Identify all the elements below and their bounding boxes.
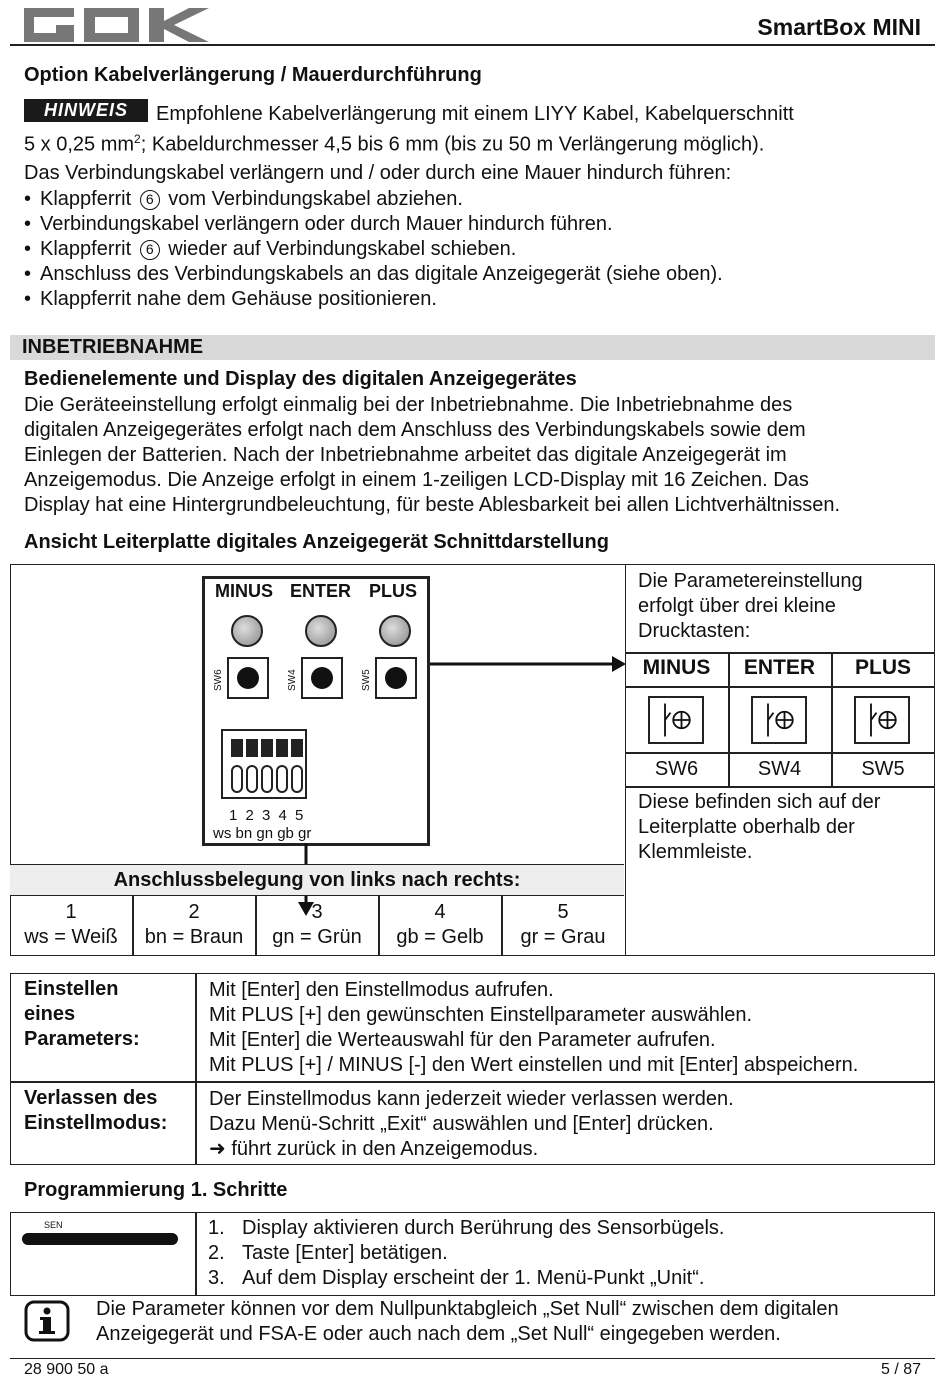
section-title: INBETRIEBNAHME	[10, 335, 935, 360]
list-item: 3. Auf dem Display erscheint der 1. Menü-Punkt „Unit“.	[208, 1267, 705, 1289]
settings-label-exit: Verlassen des Einstellmodus:	[24, 1087, 168, 1134]
settings-desc-set: Mit [Enter] den Einstellmodus aufrufen. Mit PLUS [+] den gewünschten Einstellparameter auswählen. Mit [Enter] die Werteauswahl für den Parameter aufrufen. Mit PLUS [+] / MINUS [-] den Wert einstellen und mit [Enter] abspeichern.	[209, 979, 859, 1076]
programming-steps	[208, 1216, 725, 1291]
page-number: 5 / 87	[880, 1361, 921, 1378]
pin-cell: 4 gb = Gelb	[396, 901, 484, 948]
pcb-sw4-label: SW4	[287, 669, 298, 691]
pcb-label-plus: PLUS	[369, 581, 418, 601]
note-line-1: Empfohlene Kabelverlängerung mit einem LIYY Kabel, Kabelquerschnitt	[156, 103, 794, 125]
list-item: 1. Display aktivieren durch Berührung des Sensorbügels.	[208, 1217, 725, 1239]
arrow-right-icon	[612, 656, 626, 672]
list-item: • Klappferrit nahe dem Gehäuse positionieren.	[24, 287, 723, 312]
note-line-2: 5 x 0,25 $mm^2$; Kabeldurchmesser 4,5 bis 6 mm (bis zu 50 m Verlängerung möglich).	[24, 132, 765, 156]
list-item: 2. Taste [Enter] betätigen.	[208, 1242, 448, 1264]
doc-number: 28 900 50 a	[24, 1361, 109, 1378]
switch-symbol-icon	[854, 696, 910, 744]
list-item: • Verbindungskabel verlängern oder durch Mauer hindurch führen.	[24, 212, 723, 237]
pcb-label-minus: MINUS	[215, 581, 273, 601]
buttons-note: Diese befinden sich auf der Leiterplatte oberhalb der Klemmleiste.	[638, 791, 881, 863]
switch-symbol-icon	[751, 696, 807, 744]
buttons-intro: Die Parametereinstellung erfolgt über drei kleine Drucktasten:	[638, 570, 863, 642]
section-paragraph: Die Geräteeinstellung erfolgt einmalig bei der Inbetriebnahme. Die Inbetriebnahme des digitalen Anzeigegerätes erfolgt nach dem Anschluss des Verbindungskabels sowie dem Einlegen der Batterien. Nach der Inbetriebnahme arbeitet das digitale Anzeigegerät im Anzeigemodus. Die Anzeige erfolgt in einem 1-zeiligen LCD-Display mit 16 Zeichen. Das Display hat eine Hintergrundbeleuchtung, für beste Ablesbarkeit bei allen Lichtverhältnissen.	[24, 394, 841, 516]
ref-number-6: 6	[140, 190, 160, 210]
list-item: • Klappferrit 6 wieder auf Verbindungskabel schieben.	[24, 237, 723, 262]
terminal-codes: ws bn gn gb gr	[213, 825, 312, 842]
pcb-sw5-label: SW5	[361, 669, 372, 691]
pcb-sw6-label: SW6	[213, 669, 224, 691]
terminal-numbers: 1 2 3 4 5	[229, 807, 306, 824]
list-item: • Anschluss des Verbindungskabels an das digitale Anzeigegerät (siehe oben).	[24, 262, 723, 287]
pinout-title: Anschlussbelegung von links nach rechts:	[10, 864, 624, 896]
switch-name: SW4	[757, 758, 802, 780]
pin-cell: 2 bn = Braun	[144, 901, 244, 948]
info-note: Die Parameter können vor dem Nullpunktabgleich „Set Null“ zwischen dem digitalen Anzeigegerät und FSA-E oder auch nach dem „Set Null“ eingegeben werden.	[96, 1298, 839, 1345]
info-icon	[24, 1300, 70, 1342]
pin-cell: 5 gr = Grau	[520, 901, 606, 948]
view-title: Ansicht Leiterplatte digitales Anzeigegerät Schnittdarstellung	[24, 531, 609, 553]
ref-number-6: 6	[140, 240, 160, 260]
section-subtitle: Bedienelemente und Display des digitalen Anzeigegerätes	[24, 368, 577, 390]
option-title: Option Kabelverlängerung / Mauerdurchführung	[24, 64, 482, 86]
pcb-label-enter: ENTER	[290, 581, 352, 601]
header-minus: MINUS	[642, 656, 711, 679]
list-item: • Klappferrit 6 vom Verbindungskabel abziehen.	[24, 187, 723, 212]
switch-symbol-icon	[648, 696, 704, 744]
switch-name: SW6	[654, 758, 699, 780]
settings-desc-exit: Der Einstellmodus kann jederzeit wieder verlassen werden. Dazu Menü-Schritt „Exit“ auswählen und [Enter] drücken. ➜ führt zurück in den Anzeigemodus.	[209, 1088, 734, 1160]
page-footer	[10, 1358, 935, 1378]
header-enter: ENTER	[743, 656, 816, 679]
settings-label-set: Einstellen eines Parameters:	[24, 978, 140, 1050]
product-name: SmartBox MINI	[757, 14, 921, 40]
pin-cell: 3 gn = Grün	[272, 901, 362, 948]
switch-name: SW5	[861, 758, 905, 780]
programming-title: Programmierung 1. Schritte	[24, 1179, 288, 1201]
pin-cell: 1 ws = Weiß	[24, 901, 118, 948]
sensor-bar-icon	[22, 1233, 178, 1245]
option-intro: Das Verbindungskabel verlängern und / oder durch eine Mauer hindurch führen:	[24, 162, 732, 184]
sensor-label: SEN	[44, 1220, 63, 1230]
header-plus: PLUS	[854, 656, 911, 679]
hinweis-badge: HINWEIS	[24, 99, 148, 122]
